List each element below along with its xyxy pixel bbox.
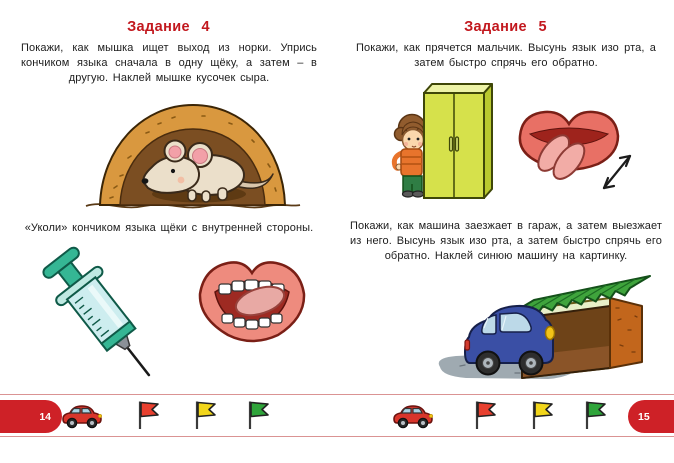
open-mouth-illustration — [192, 248, 312, 360]
wardrobe-handle-left — [450, 137, 453, 151]
car-taillight — [465, 340, 470, 350]
mouse-blush — [178, 177, 185, 184]
task-heading-right: Задание 5 — [464, 19, 547, 35]
boy-behind-wardrobe-svg — [390, 77, 520, 217]
boy-behind-wardrobe-illustration — [390, 77, 520, 217]
boy-eye-right — [417, 138, 420, 141]
car-headlight — [546, 327, 555, 340]
flag-yellow-icon — [529, 400, 555, 431]
car-rear-window — [482, 315, 496, 334]
wardrobe-handle-right — [456, 137, 459, 151]
tongue-out-mouth-illustration — [512, 100, 640, 206]
page-number-badge-left: 14 — [0, 400, 62, 433]
flag-red-icon — [472, 400, 498, 431]
wardrobe-side — [484, 84, 492, 198]
open-mouth-svg — [192, 248, 312, 360]
task-intro-right: Покажи, как прячется мальчик. Высунь язык изо рта, а затем быстро спрячь его обратно. — [356, 42, 656, 69]
tongue-out-mouth-svg — [512, 100, 640, 206]
flag-red-icon — [135, 400, 161, 431]
double-arrow-icon — [604, 156, 630, 188]
boy-shoe-left — [403, 191, 414, 197]
boy-shirt — [401, 149, 422, 176]
syringe-illustration — [35, 243, 185, 378]
page-number-badge-right: 15 — [628, 400, 674, 433]
boy-shoe-right — [413, 191, 424, 197]
syringe-svg — [35, 243, 185, 378]
wardrobe-top — [424, 84, 492, 93]
page-left — [0, 0, 337, 394]
flag-green-icon — [245, 400, 271, 431]
mouse-eye — [171, 169, 175, 173]
car-and-garage-illustration — [430, 270, 662, 392]
car-icon — [61, 402, 103, 430]
page-right — [337, 0, 674, 394]
boy-eye-left — [408, 138, 411, 141]
garage-side-wall — [610, 298, 642, 368]
syringe-needle — [127, 347, 149, 375]
task-second-text-right: Покажи, как машина заезжает в гараж, а затем выезжает из него. Высунь язык изо рта, а затем быстро спрячь его обратно. Наклей синюю машину на картинку. — [350, 220, 662, 262]
flag-green-icon — [582, 400, 608, 431]
footer-band — [0, 394, 674, 437]
task-heading-left: Задание 4 — [127, 19, 210, 35]
car-icon — [392, 402, 434, 430]
task-caption-left: «Уколи» кончиком языка щёки с внутренней стороны. — [24, 222, 314, 234]
mouse-nose — [142, 178, 149, 184]
mouse-in-burrow-svg — [84, 92, 302, 216]
car-and-garage-svg — [430, 270, 662, 392]
task-intro-left: Покажи, как мышка ищет выход из норки. Упрись кончиком языка сначала в одну щёку, а затем – в другую. Наклей мышке кусочек сыра. — [21, 42, 317, 84]
flag-yellow-icon — [192, 400, 218, 431]
wardrobe — [424, 84, 492, 198]
mouse-in-burrow-illustration — [84, 92, 302, 216]
